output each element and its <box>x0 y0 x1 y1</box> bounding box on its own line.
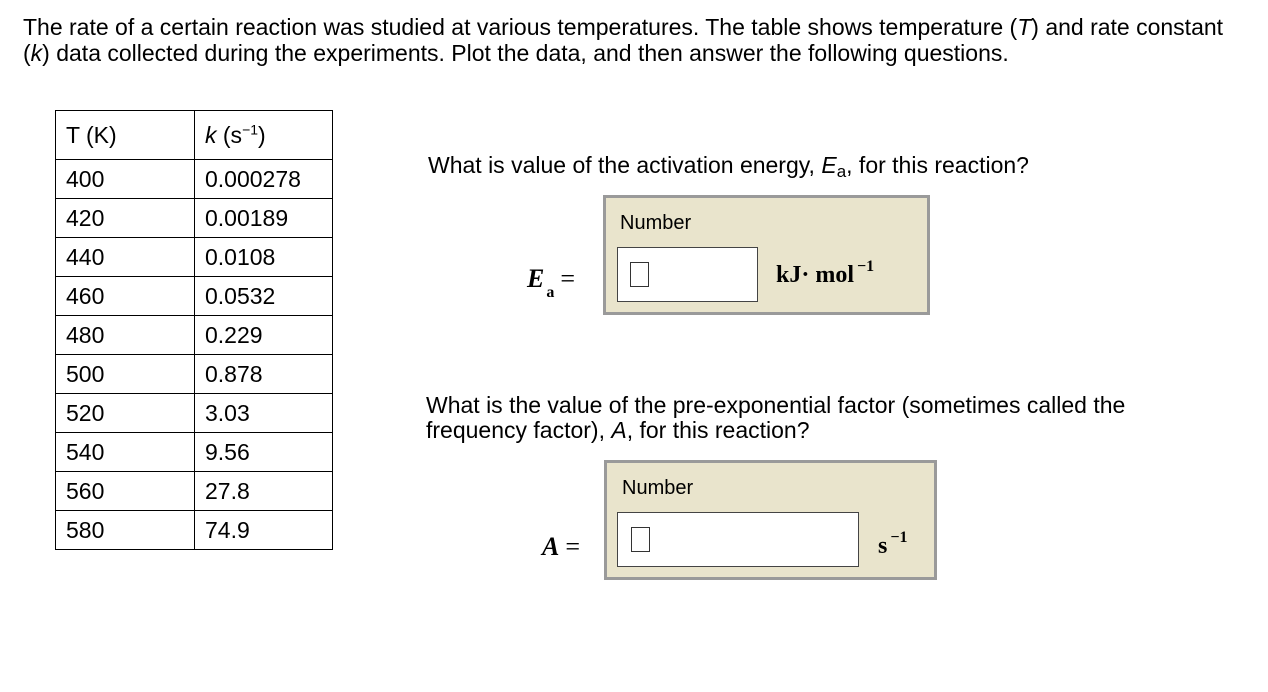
question-activation-energy <box>428 152 1029 181</box>
eq1-sub: a <box>546 284 555 301</box>
eq1-equals: = <box>560 264 576 293</box>
cell-rate-constant: 0.229 <box>195 316 333 355</box>
table-row <box>56 238 333 277</box>
table-row <box>56 355 333 394</box>
cell-temperature: 440 <box>56 238 195 277</box>
intro-text-3: ) data collected during the experiments. Plot the data, and then answer the following questions. <box>42 40 1009 66</box>
table-row <box>56 433 333 472</box>
q2-text-before: What is the value of the pre-exponential factor (sometimes called the frequency factor), <box>426 392 1126 443</box>
activation-energy-equation-label <box>527 264 576 301</box>
intro-var-k: k <box>30 40 43 66</box>
q1-text-after: , for this reaction? <box>846 152 1029 178</box>
table-row <box>56 160 333 199</box>
intro-text-2: ) and rate constant ( <box>23 14 1224 66</box>
header-k-var: k <box>205 121 217 148</box>
intro-var-T: T <box>1017 14 1032 40</box>
cell-temperature: 420 <box>56 199 195 238</box>
cell-temperature: 560 <box>56 472 195 511</box>
pre-exponential-number-label: Number <box>622 477 694 499</box>
q2-var: A <box>611 417 627 443</box>
eq2-var: A <box>542 532 560 561</box>
table-row <box>56 316 333 355</box>
cell-temperature: 500 <box>56 355 195 394</box>
table-row <box>56 472 333 511</box>
table-row <box>56 394 333 433</box>
cell-temperature: 400 <box>56 160 195 199</box>
activation-energy-input[interactable] <box>617 247 758 302</box>
cell-rate-constant: 0.00189 <box>195 199 333 238</box>
pre-exponential-answer-box <box>604 460 937 580</box>
cell-temperature: 480 <box>56 316 195 355</box>
activation-energy-unit <box>776 258 875 289</box>
cell-temperature: 580 <box>56 511 195 550</box>
ea-unit-exponent: −1 <box>857 258 875 275</box>
pre-exponential-equation-label <box>542 532 580 562</box>
q1-var: E <box>821 152 837 178</box>
table-row <box>56 277 333 316</box>
cell-temperature: 540 <box>56 433 195 472</box>
activation-energy-number-label: Number <box>620 212 692 234</box>
header-k-unit-open: (s <box>216 121 243 148</box>
q1-text-before: What is value of the activation energy, <box>428 152 822 178</box>
table-body <box>56 160 333 550</box>
eq2-equals: = <box>565 532 581 561</box>
intro-text-1: The rate of a certain reaction was studied at various temperatures. The table shows temperature ( <box>23 14 1018 40</box>
problem-statement <box>23 14 1248 66</box>
table-header-row <box>56 111 333 160</box>
temperature-rate-table <box>55 110 333 550</box>
cell-rate-constant: 3.03 <box>195 394 333 433</box>
cell-temperature: 460 <box>56 277 195 316</box>
activation-energy-answer-box <box>603 195 930 315</box>
a-unit-exponent: −1 <box>890 529 908 546</box>
table-row <box>56 511 333 550</box>
cell-rate-constant: 27.8 <box>195 472 333 511</box>
cell-rate-constant: 0.0108 <box>195 238 333 277</box>
a-unit-text: s <box>878 533 888 559</box>
header-k-unit-close: ) <box>258 121 266 148</box>
cell-rate-constant: 0.000278 <box>195 160 333 199</box>
header-temperature: T (K) <box>56 111 195 160</box>
cell-rate-constant: 0.878 <box>195 355 333 394</box>
header-rate-constant <box>195 111 333 160</box>
eq1-var: E <box>527 264 545 293</box>
cell-rate-constant: 74.9 <box>195 511 333 550</box>
cell-rate-constant: 9.56 <box>195 433 333 472</box>
q1-var-sub: a <box>836 162 847 181</box>
cell-rate-constant: 0.0532 <box>195 277 333 316</box>
cell-temperature: 520 <box>56 394 195 433</box>
pre-exponential-input[interactable] <box>617 512 859 567</box>
question-pre-exponential-factor <box>426 393 1226 443</box>
header-k-exponent: −1 <box>242 120 259 137</box>
ea-unit-text: kJ· mol <box>776 262 855 288</box>
pre-exponential-unit <box>878 529 908 560</box>
q2-text-after: , for this reaction? <box>626 417 810 443</box>
table-row <box>56 199 333 238</box>
